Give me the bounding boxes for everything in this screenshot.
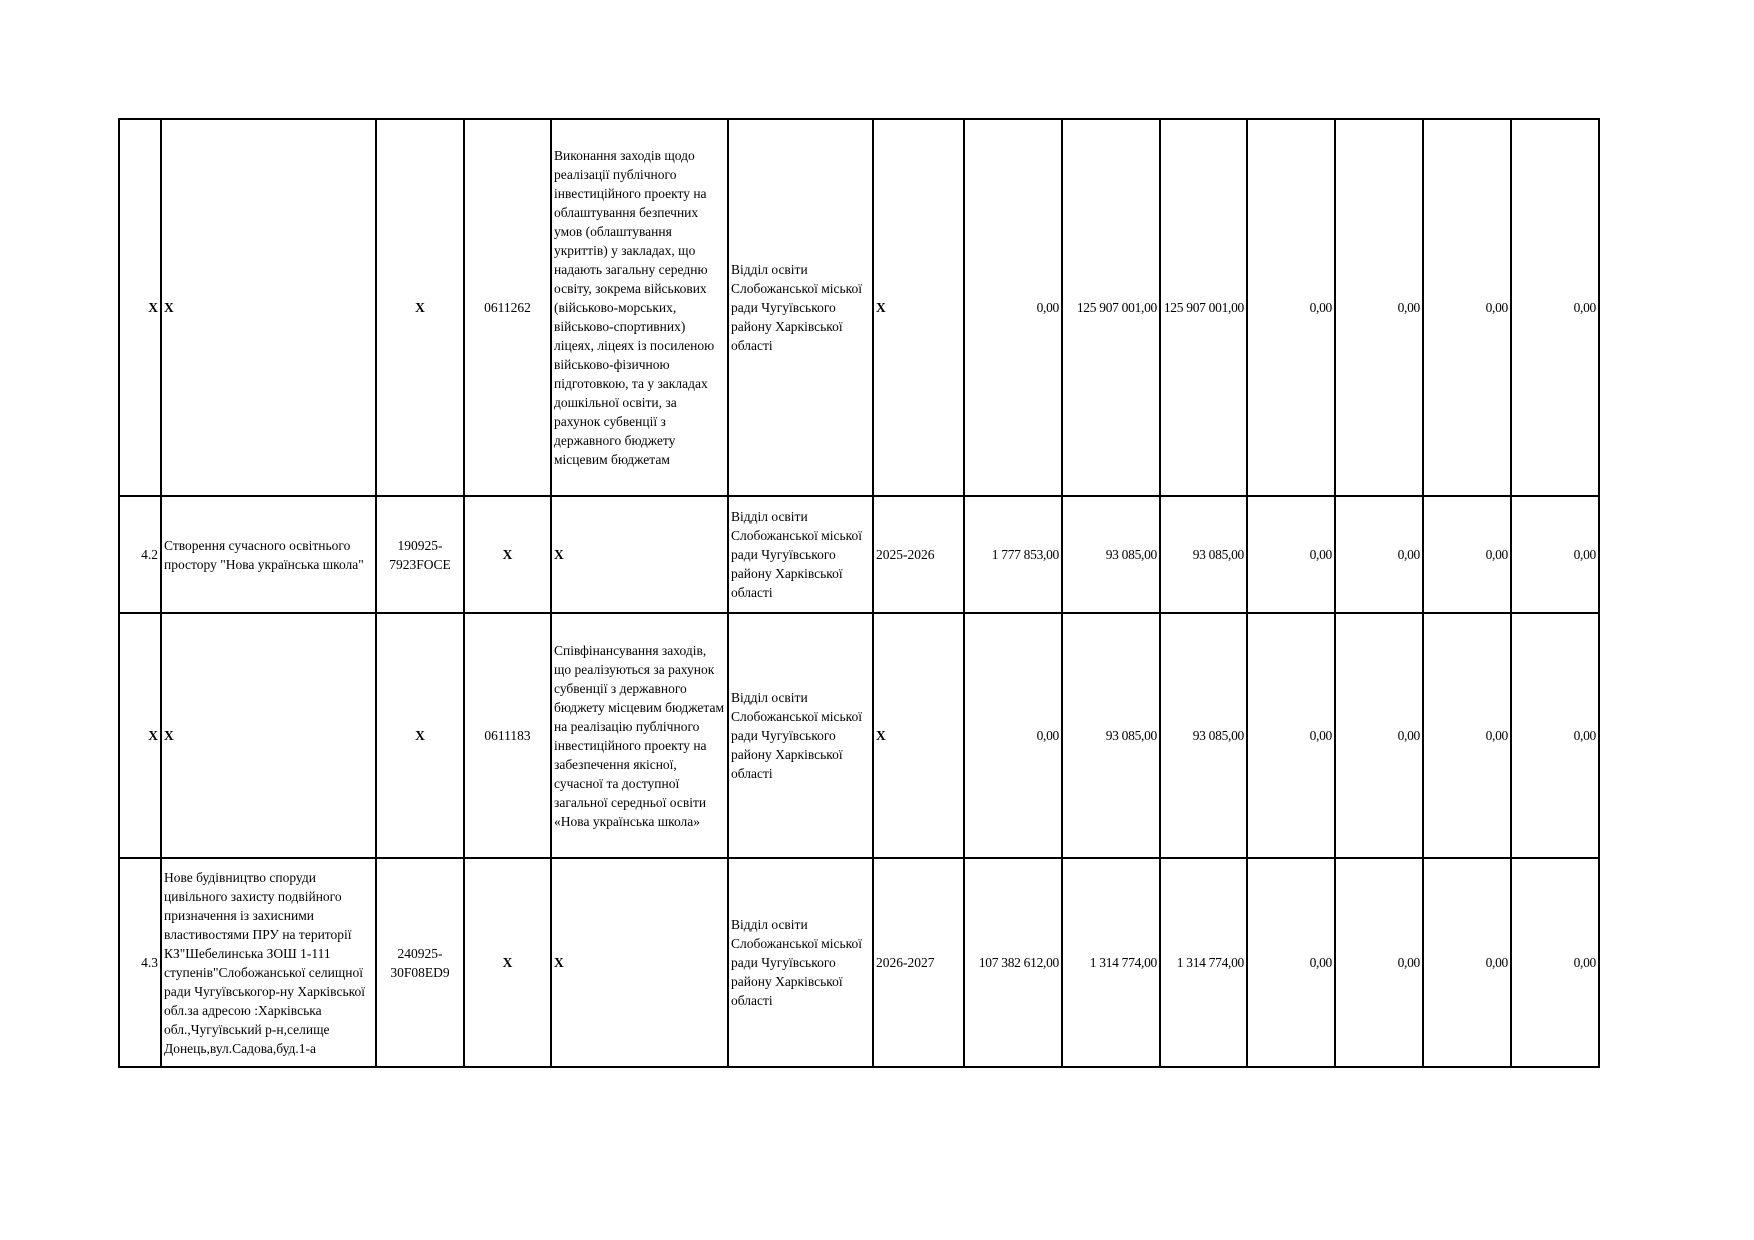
project-code-cell: Х [376, 613, 464, 858]
measure-description-cell: Виконання заходів щодо реалізації публічного інвестиційного проекту на облаштування безпечних умов (облаштування укриттів) у закладах, що надають загальну середню освіту, зокрема військових (військово-морських, військово-спортивних) ліцеях, ліцеях із посиленою військово-фізичною підготовкою, та у закладах дошкільної освіти, за рахунок субвенції з державного бюджету місцевим бюджетам [551, 119, 728, 496]
budget-code-cell: Х [464, 858, 551, 1067]
project-code-cell: Х [376, 119, 464, 496]
responsible-executor-cell: Відділ освіти Слобожанської міської ради Чугуївського району Харківської області [728, 496, 873, 613]
measure-description-cell: Співфінансування заходів, що реалізуються за рахунок субвенції з державного бюджету місцевим бюджетам на реалізацію публічного інвестиційного проекту на забезпечення якісної, сучасної та доступної загальної середньої освіти «Нова українська школа» [551, 613, 728, 858]
table-row [119, 613, 1599, 858]
amount-cell: 0,00 [1247, 613, 1335, 858]
table-row [119, 858, 1599, 1067]
amount-cell: 1 314 774,00 [1062, 858, 1160, 1067]
budget-code-cell: 0611183 [464, 613, 551, 858]
amount-cell: 93 085,00 [1062, 613, 1160, 858]
implementation-term-cell: 2025-2026 [873, 496, 964, 613]
responsible-executor-cell: Відділ освіти Слобожанської міської ради Чугуївського району Харківської області [728, 119, 873, 496]
amount-cell: 1 777 853,00 [964, 496, 1062, 613]
amount-cell: 0,00 [1423, 496, 1511, 613]
project-code-cell: 240925-30F08ED9 [376, 858, 464, 1067]
row-number-cell: 4.3 [119, 858, 161, 1067]
amount-cell: 0,00 [1335, 858, 1423, 1067]
measure-description-cell: Х [551, 858, 728, 1067]
amount-cell: 93 085,00 [1160, 613, 1247, 858]
amount-cell: 0,00 [1247, 858, 1335, 1067]
amount-cell: 0,00 [1335, 496, 1423, 613]
amount-cell: 125 907 001,00 [1160, 119, 1247, 496]
project-code-cell: 190925-7923FOCE [376, 496, 464, 613]
responsible-executor-cell: Відділ освіти Слобожанської міської ради Чугуївського району Харківської області [728, 858, 873, 1067]
amount-cell: 0,00 [1247, 119, 1335, 496]
amount-cell: 0,00 [964, 119, 1062, 496]
row-number-cell: 4.2 [119, 496, 161, 613]
project-name-cell: Нове будівництво споруди цивільного захисту подвійного призначення із захисними властивостями ПРУ на території КЗ"Шебелинська ЗОШ 1-111 ступенів"Слобожанської селищної ради Чугуївськогор-ну Харківської обл.за адресою :Харківська обл.,Чугуївський р-н,селище Донець,вул.Садова,буд.1-а [161, 858, 376, 1067]
amount-cell: 0,00 [1335, 613, 1423, 858]
responsible-executor-cell: Відділ освіти Слобожанської міської ради Чугуївського району Харківської області [728, 613, 873, 858]
table-row [119, 119, 1599, 496]
amount-cell: 0,00 [1423, 613, 1511, 858]
project-name-cell: Х [161, 119, 376, 496]
amount-cell: 93 085,00 [1062, 496, 1160, 613]
project-name-cell: Створення сучасного освітнього простору "Нова українська школа" [161, 496, 376, 613]
project-name-cell: Х [161, 613, 376, 858]
investment-projects-table [118, 118, 1600, 1068]
row-number-cell: Х [119, 613, 161, 858]
amount-cell: 0,00 [1335, 119, 1423, 496]
amount-cell: 0,00 [1511, 858, 1599, 1067]
implementation-term-cell: 2026-2027 [873, 858, 964, 1067]
budget-code-cell: 0611262 [464, 119, 551, 496]
amount-cell: 0,00 [1247, 496, 1335, 613]
table-row [119, 496, 1599, 613]
row-number-cell: Х [119, 119, 161, 496]
amount-cell: 93 085,00 [1160, 496, 1247, 613]
amount-cell: 0,00 [1423, 119, 1511, 496]
implementation-term-cell: Х [873, 119, 964, 496]
implementation-term-cell: Х [873, 613, 964, 858]
amount-cell: 0,00 [1423, 858, 1511, 1067]
measure-description-cell: Х [551, 496, 728, 613]
amount-cell: 0,00 [1511, 613, 1599, 858]
amount-cell: 0,00 [964, 613, 1062, 858]
amount-cell: 107 382 612,00 [964, 858, 1062, 1067]
amount-cell: 0,00 [1511, 496, 1599, 613]
amount-cell: 0,00 [1511, 119, 1599, 496]
budget-code-cell: Х [464, 496, 551, 613]
amount-cell: 125 907 001,00 [1062, 119, 1160, 496]
amount-cell: 1 314 774,00 [1160, 858, 1247, 1067]
